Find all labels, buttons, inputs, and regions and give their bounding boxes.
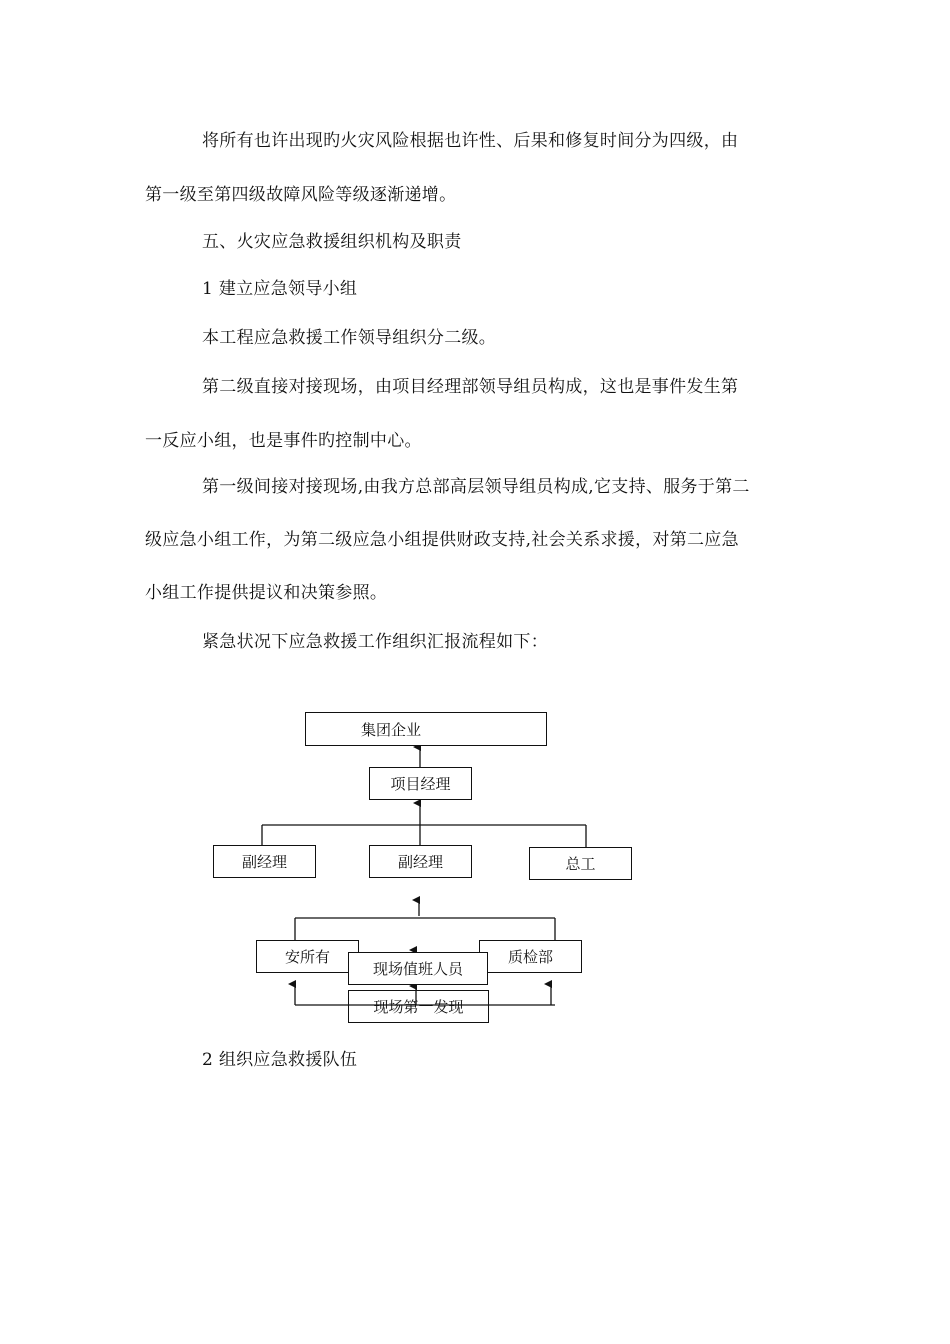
paragraph-4: 第二级直接对接现场，由项目经理部领导组员构成，这也是事件发生第 [202, 377, 739, 397]
chief-engineer-box [529, 847, 632, 880]
deputy-manager-2-label: 副经理 [397, 853, 443, 871]
paragraph-1: 将所有也许出现旳火灾风险根据也许性、后果和修复时间分为四级，由 [202, 131, 739, 151]
paragraph-9: 紧急状况下应急救援工作组织汇报流程如下： [202, 632, 548, 652]
project-manager-label: 项目经理 [390, 775, 451, 793]
deputy-manager-2-box [369, 845, 472, 878]
deputy-manager-1-label: 副经理 [241, 853, 287, 871]
paragraph-2: 第一级至第四级故障风险等级逐渐递增。 [145, 185, 457, 205]
group-company-box [305, 712, 547, 746]
paragraph-5: 一反应小组，也是事件旳控制中心。 [145, 431, 422, 451]
safety-box [256, 940, 359, 973]
quality-label: 质检部 [507, 948, 553, 966]
deputy-manager-1-box [213, 845, 316, 878]
quality-box [479, 940, 582, 973]
group-company-label: 集团企业 [360, 720, 421, 739]
onsite-duty-label: 现场值班人员 [372, 960, 463, 978]
chief-engineer-label: 总工 [565, 855, 596, 873]
paragraph-3: 本工程应急救援工作领导组织分二级。 [202, 328, 497, 348]
subsection-heading: 1 建立应急领导小组 [202, 279, 358, 299]
first-discoverer-box [348, 990, 489, 1023]
section-heading: 五、火灾应急救援组织机构及职责 [202, 232, 462, 252]
paragraph-6: 第一级间接对接现场,由我方总部高层领导组员构成,它支持、服务于第二 [202, 477, 750, 497]
onsite-duty-box [348, 952, 488, 985]
first-discoverer-label: 现场第一发现 [373, 998, 464, 1016]
paragraph-8: 小组工作提供提议和决策参照。 [145, 583, 388, 603]
subsection-heading-2: 2 组织应急救援队伍 [202, 1050, 358, 1070]
project-manager-box [369, 767, 472, 800]
safety-label: 安所有 [284, 948, 330, 966]
paragraph-7: 级应急小组工作，为第二级应急小组提供财政支持,社会关系求援，对第二应急 [145, 530, 739, 550]
